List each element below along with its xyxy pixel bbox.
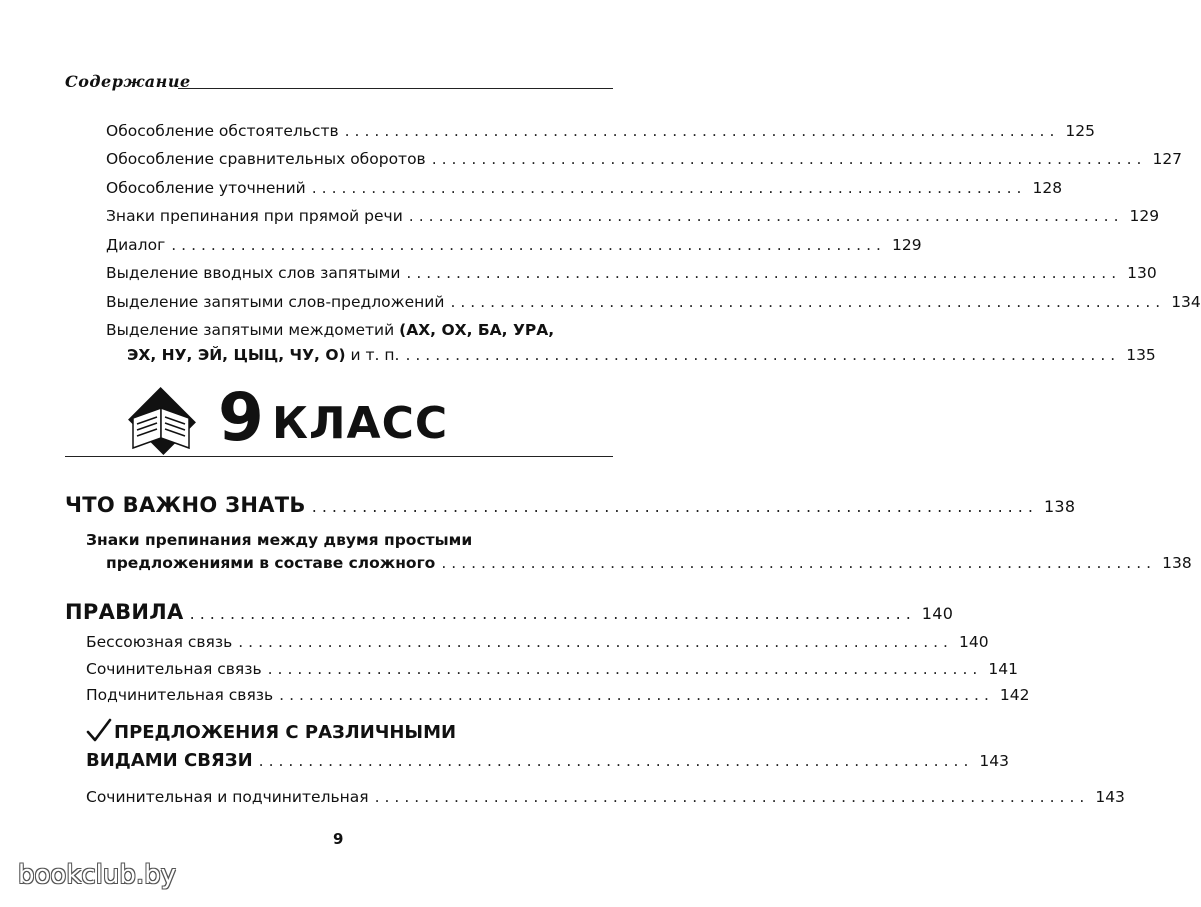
leader-dots: ........................................................................ [238, 633, 953, 651]
toc-entry-page: 143 [979, 752, 1009, 770]
toc-entry-label: Выделение запятыми междометий [106, 321, 400, 339]
toc-entry-page: 134 [1171, 293, 1201, 311]
toc-entry[interactable] [86, 686, 1030, 704]
toc-entry[interactable] [106, 179, 1063, 197]
toc-entry[interactable] [106, 122, 1095, 140]
toc-entry-page: 138 [1043, 497, 1076, 516]
toc-entry[interactable] [86, 633, 989, 651]
section-sentences-line1[interactable]: ПРЕДЛОЖЕНИЯ С РАЗЛИЧНЫМИ [114, 722, 457, 743]
toc-entry-page: 128 [1032, 179, 1063, 197]
toc-entry-label-bold: ЭХ, НУ, ЭЙ, ЦЫЦ, ЧУ, О) [127, 346, 346, 364]
leader-dots: ........................................................................ [344, 122, 1060, 140]
toc-entry-interjections-line2[interactable] [127, 346, 1156, 364]
leader-dots: ........................................................................ [311, 179, 1027, 197]
section-title: ЧТО ВАЖНО ЗНАТЬ [65, 493, 306, 517]
toc-entry-label: Бессоюзная связь [86, 633, 233, 651]
toc-entry-label-bold: (АХ, ОХ, БА, УРА, [399, 321, 555, 339]
leader-dots: ........................................................................ [405, 346, 1121, 364]
toc-entry-label: Выделение вводных слов запятыми [106, 264, 401, 282]
header-title: Содержание [65, 72, 191, 91]
toc-entry-label: Диалог [106, 236, 166, 254]
toc-section-sentences[interactable] [86, 750, 1009, 771]
open-book-icon [125, 388, 197, 460]
toc-entry-label: Подчинительная связь [86, 686, 274, 704]
checkmark-icon [86, 718, 112, 744]
toc-entry-label: Обособление обстоятельств [106, 122, 339, 140]
toc-entry-page: 143 [1095, 788, 1125, 806]
class-word: КЛАСС [272, 398, 449, 449]
toc-entry-page: 125 [1065, 122, 1095, 140]
toc-entry-page: 127 [1152, 150, 1183, 168]
toc-entry-label [127, 346, 399, 364]
leader-dots: ........................................................................ [171, 236, 886, 254]
toc-entry-page: 129 [1129, 207, 1160, 225]
leader-dots: ........................................................................ [441, 554, 1157, 572]
toc-entry[interactable] [106, 236, 922, 254]
toc-entry-label: Сочинительная связь [86, 660, 262, 678]
leader-dots: ........................................................................ [311, 497, 1038, 516]
toc-entry-page: 140 [921, 604, 954, 623]
header-rule [178, 88, 613, 89]
toc-entry-punctuation-line1[interactable]: Знаки препинания между двумя простыми [86, 531, 473, 549]
banner-rule [65, 456, 613, 457]
toc-entry-label: предложениями в составе сложного [106, 554, 436, 572]
leader-dots: ........................................................................ [189, 604, 916, 623]
toc-entry-label: Сочинительная и подчинительная [86, 788, 369, 806]
toc-entry-label-tail: и т. п. [345, 346, 400, 364]
toc-entry[interactable] [106, 264, 1157, 282]
leader-dots: ........................................................................ [431, 150, 1147, 168]
toc-entry-page: 142 [999, 686, 1030, 704]
leader-dots: ........................................................................ [267, 660, 983, 678]
toc-entry[interactable] [106, 207, 1160, 225]
toc-section-rules[interactable] [65, 600, 954, 624]
toc-entry-page: 129 [891, 236, 922, 254]
toc-entry-label: Знаки препинания при прямой речи [106, 207, 403, 225]
leader-dots: ........................................................................ [406, 264, 1122, 282]
leader-dots: ........................................................................ [408, 207, 1124, 225]
watermark: bookclub.by [18, 860, 177, 890]
class-number: 9 [218, 379, 264, 456]
toc-entry-page: 138 [1162, 554, 1192, 572]
toc-entry[interactable] [86, 788, 1125, 806]
toc-entry[interactable] [106, 150, 1183, 168]
leader-dots: ........................................................................ [374, 788, 1090, 806]
toc-entry-page: 140 [958, 633, 989, 651]
toc-entry-punctuation-line2[interactable] [106, 554, 1192, 572]
toc-entry-interjections-line1[interactable] [106, 321, 554, 339]
toc-entry-page: 130 [1127, 264, 1157, 282]
leader-dots: ........................................................................ [279, 686, 994, 704]
section-title: ПРАВИЛА [65, 600, 184, 624]
leader-dots: ........................................................................ [450, 293, 1166, 311]
toc-entry-label: Обособление сравнительных оборотов [106, 150, 426, 168]
section-title: ВИДАМИ СВЯЗИ [86, 750, 253, 771]
toc-entry-label: Обособление уточнений [106, 179, 306, 197]
toc-entry-page: 141 [988, 660, 1018, 678]
toc-entry-page: 135 [1126, 346, 1156, 364]
page-number: 9 [333, 830, 344, 848]
toc-section-important[interactable] [65, 493, 1076, 517]
toc-entry[interactable] [106, 293, 1201, 311]
toc-entry[interactable] [86, 660, 1018, 678]
toc-entry-label: Выделение запятыми слов-предложений [106, 293, 445, 311]
leader-dots: ........................................................................ [258, 752, 974, 770]
